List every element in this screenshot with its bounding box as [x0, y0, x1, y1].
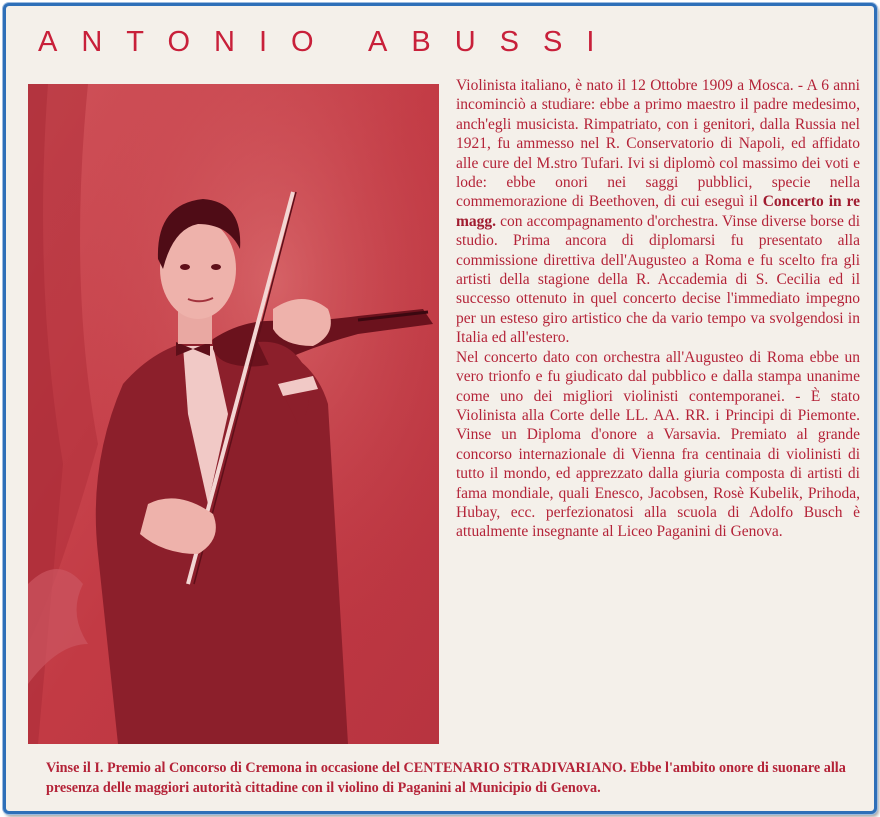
biography-text-part: con accompagnamento d'orchestra. Vinse diverse borse di studio. Prima ancora di diplomarsi fu presentato alla commissione direttiva dell'Augusteo a Roma e fu scelto fra gli artisti della stagione della R. Accademia di S. Cecilia ed il successo ottenuto in quel concerto decise l'immediato impegno per un esteso giro artistico che da vario tempo va svolgendosi in Italia ed all'estero. — [456, 212, 860, 347]
biography-text-part: Violinista italiano, è nato il 12 Ottobre 1909 a Mosca. - A 6 anni incominciò a studiare: ebbe a primo maestro il padre medesimo, anch'egli musicista. Rimpatriato, con i genitori, dalla Russia nel 1921, fu ammesso nel R. Conservatorio di Napoli, ed affidato alle cure del M.stro Tufari. Ivi si diplomò col massimo dei voti e lode: ebbe onori nei saggi pubblici, specie nella commemorazione di Beethoven, di cui eseguì il — [456, 77, 860, 211]
concerto-title: Concerto in re magg. — [456, 193, 860, 230]
biography-text — [456, 76, 860, 542]
biography-paragraph: Nel concerto dato con orchestra all'Augusteo di Roma ebbe un vero trionfo e fu giudicato dal pubblico e dalla stampa unanime come uno dei migliori violinisti contemporanei. - È stato Violinista alla Corte delle LL. AA. RR. i Principi di Piemonte. Vinse un Diploma d'onore a Varsavia. Premiato al grande concorso internazionale di Vienna fra centinaia di violinisti di tutto il mondo, ed apprezzato dalla giuria composta di artisti di fama mondiale, quali Enesco, Jacobsen, Rosè Kubelik, Prihoda, Hubay, ecc. perfezionatosi alla scuola di Adolfo Busch è attualmente insegnante al Liceo Paganini di Genova. — [456, 348, 860, 541]
violinist-photo — [28, 84, 439, 744]
photo-caption: Vinse il I. Premio al Concorso di Cremona in occasione del CENTENARIO STRADIVARIANO. Ebbe l'ambito onore di suonare alla presenza delle maggiori autorità cittadine con il violino di Paganini al Municipio di Genova. — [46, 760, 846, 796]
page-frame — [3, 3, 877, 814]
biography-paragraph — [456, 76, 860, 348]
page-title: ANTONIO ABUSSI — [38, 26, 619, 58]
